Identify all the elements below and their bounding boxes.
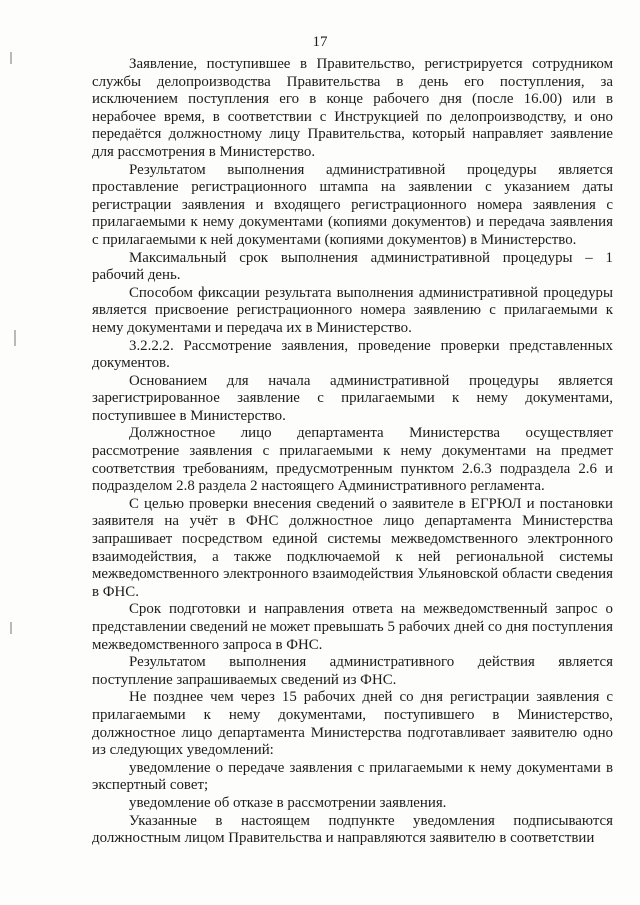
scan-mark	[10, 52, 12, 64]
paragraph: С целью проверки внесения сведений о заявителе в ЕГРЮЛ и постановки заявителя на учёт в ФНС должностное лицо департамента Министерства запрашивает посредством единой системы межведомственного электронного взаимодействия, а также подключаемой к ней региональной системы межведомственного электронного взаимодействия Ульяновской области сведения в ФНС.	[92, 495, 613, 600]
list-item: уведомление о передаче заявления с прилагаемыми к нему документами в экспертный совет;	[92, 759, 613, 794]
scan-mark	[14, 330, 16, 346]
page-number: 17	[312, 34, 328, 50]
paragraph: Должностное лицо департамента Министерства осуществляет рассмотрение заявления с прилагаемыми к нему документами на предмет соответствия требованиям, предусмотренным пунктом 2.6.3 подраздела 2.6 и подразделом 2.8 раздела 2 настоящего Административного регламента.	[92, 425, 613, 495]
paragraph: Способом фиксации результата выполнения административной процедуры является присвоение регистрационного номера заявлению с прилагаемыми к нему документами и передача их в Министерство.	[92, 284, 613, 336]
paragraph: Основанием для начала административной процедуры является зарегистрированное заявление с прилагаемыми к нему документами, поступившее в Министерство.	[92, 372, 613, 424]
section-heading: 3.2.2.2. Рассмотрение заявления, проведение проверки представленных документов.	[92, 337, 613, 372]
document-body	[92, 56, 613, 848]
paragraph: Результатом выполнения административной процедуры является проставление регистрационного штампа на заявлении с указанием даты регистрации заявления и входящего регистрационного номера заявления с прилагаемыми к нему документами (копиями документов) и передача заявления с прилагаемыми к ней документами (копиями документов) в Министерство.	[92, 161, 613, 248]
paragraph: Максимальный срок выполнения административной процедуры – 1 рабочий день.	[92, 249, 613, 284]
scan-mark	[10, 622, 12, 634]
paragraph: Заявление, поступившее в Правительство, регистрируется сотрудником службы делопроизводства Правительства в день его поступления, за исключением поступления его в конце рабочего дня (после 16.00) или в нерабочее время, в соответствии с Инструкцией по делопроизводству, и оно передаётся должностному лицу Правительства, который направляет заявление для рассмотрения в Министерство.	[92, 56, 613, 160]
paragraph: Результатом выполнения административного действия является поступление запрашиваемых сведений из ФНС.	[92, 654, 613, 688]
paragraph: Не позднее чем через 15 рабочих дней со дня регистрации заявления с прилагаемыми к нему документами, поступившего в Министерство, должностное лицо департамента Министерства подготавливает заявителю одно из следующих уведомлений:	[92, 689, 613, 759]
paragraph: Указанные в настоящем подпункте уведомления подписываются должностным лицом Правительства и направляются заявителю в соответствии	[92, 812, 613, 847]
list-item: уведомление об отказе в рассмотрении заявления.	[129, 794, 447, 811]
paragraph: Срок подготовки и направления ответа на межведомственный запрос о представлении сведений не может превышать 5 рабочих дней со дня поступления межведомственного запроса в ФНС.	[92, 601, 613, 653]
